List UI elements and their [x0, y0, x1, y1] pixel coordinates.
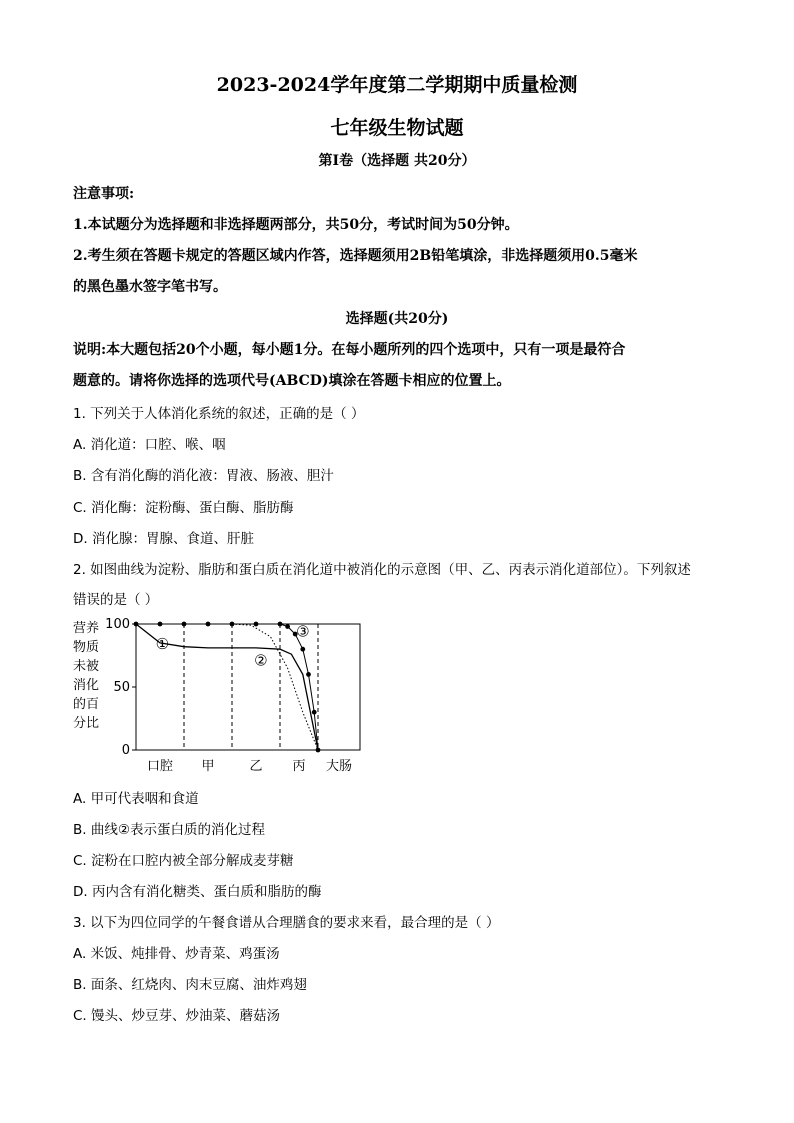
q2-stem-line-2: 错误的是（ ）: [73, 592, 159, 608]
q2-stem-line-1: 2. 如图曲线为淀粉、脂肪和蛋白质在消化道中被消化的示意图（甲、乙、丙表示消化道部位）。下列叙述: [73, 562, 691, 578]
x-category-label: 口腔: [146, 759, 174, 774]
series-3-point: [312, 710, 317, 715]
q2-option-c: C. 淀粉在口腔内被全部分解成麦芽糖: [73, 853, 294, 869]
chart-axes: [105, 617, 360, 774]
q1-option-a: A. 消化道：口腔、喉、咽: [73, 437, 226, 453]
q3-option-a: A. 米饭、炖排骨、炒青菜、鸡蛋汤: [73, 946, 280, 962]
digestion-chart: [70, 614, 370, 776]
notice-item-2-line-2: 的黑色墨水签字笔书写。: [73, 279, 227, 295]
series-3-point: [134, 622, 139, 627]
ylabel-line: 的百: [73, 697, 100, 712]
series-3-point: [300, 647, 305, 652]
exam-subject: 七年级生物试题: [330, 117, 464, 139]
series-3-point: [306, 672, 311, 677]
series-label: ①: [155, 635, 170, 654]
q3-option-c: C. 馒头、炒豆芽、炒油菜、蘑菇汤: [73, 1008, 281, 1024]
exam-part: 第Ⅰ卷（选择题 共20分）: [318, 153, 476, 169]
x-category-label: 大肠: [325, 759, 353, 774]
ylabel-line: 物质: [73, 640, 100, 655]
exam-title: 2023-2024学年度第二学期期中质量检测: [216, 74, 578, 96]
x-category-label: 乙: [249, 759, 263, 774]
y-tick-label: 0: [121, 743, 130, 758]
q1-option-b: B. 含有消化酶的消化液：胃液、肠液、胆汁: [73, 468, 334, 484]
section-desc-line-2: 题意的。请将你选择的选项代号(ABCD)填涂在答题卡相应的位置上。: [73, 373, 511, 389]
q2-option-b: B. 曲线②表示蛋白质的消化过程: [73, 822, 265, 838]
q2-option-a: A. 甲可代表咽和食道: [73, 791, 199, 807]
q3-stem: 3. 以下为四位同学的午餐食谱从合理膳食的要求来看，最合理的是（ ）: [73, 915, 500, 931]
notice-item-1: 1.本试题分为选择题和非选择题两部分，共50分，考试时间为50分钟。: [73, 217, 519, 233]
plot-frame: [136, 624, 360, 750]
q1-option-c: C. 消化酶：淀粉酶、蛋白酶、脂肪酶: [73, 500, 294, 516]
notice-item-2-line-1: 2.考生须在答题卡规定的答题区域内作答，选择题须用2B铅笔填涂，非选择题须用0.5毫米: [73, 248, 638, 264]
x-category-label: 甲: [201, 759, 215, 774]
series-3-point: [316, 748, 321, 753]
chart-ylabel: [73, 621, 99, 731]
series-3-point: [254, 622, 259, 627]
series-3-point: [158, 622, 163, 627]
y-tick-label: 100: [105, 617, 130, 632]
ylabel-line: 消化: [73, 678, 100, 693]
series-3-point: [182, 622, 187, 627]
series-3-point: [206, 622, 211, 627]
q2-option-d: D. 丙内含有消化糖类、蛋白质和脂肪的酶: [73, 884, 322, 900]
ylabel-line: 分比: [73, 716, 100, 731]
ylabel-line: 营养: [73, 621, 100, 636]
section-title: 选择题(共20分): [345, 311, 449, 327]
x-category-label: 丙: [292, 759, 306, 774]
ylabel-line: 未被: [73, 659, 100, 674]
series-3-point: [278, 622, 283, 627]
section-desc-line-1: 说明:本大题包括20个小题，每小题1分。在每小题所列的四个选项中，只有一项是最符合: [73, 342, 626, 358]
q1-option-d: D. 消化腺：胃腺、食道、肝脏: [73, 531, 254, 547]
q1-stem: 1. 下列关于人体消化系统的叙述，正确的是（ ）: [73, 406, 365, 422]
series-3-point: [230, 622, 235, 627]
q3-option-b: B. 面条、红烧肉、肉末豆腐、油炸鸡翅: [73, 977, 307, 993]
series-3-point: [285, 624, 290, 629]
series-label: ③: [296, 622, 310, 641]
series-label: ②: [254, 651, 268, 670]
notice-heading: 注意事项:: [73, 186, 135, 202]
y-tick-label: 50: [113, 680, 130, 695]
chart-marks: [134, 622, 321, 753]
